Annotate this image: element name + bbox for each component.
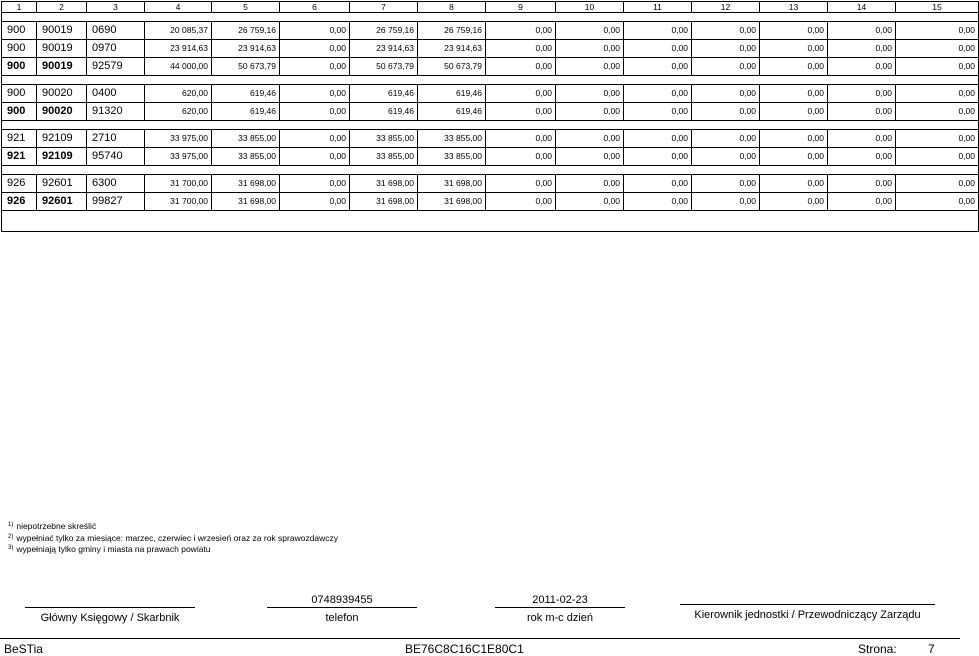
- table-cell: 0,00: [896, 193, 979, 211]
- table-cell: 900: [2, 22, 37, 40]
- table-cell: 0,00: [486, 130, 556, 148]
- table-cell: 92109: [37, 130, 87, 148]
- table-cell: 90019: [37, 40, 87, 58]
- table-cell: 0,00: [760, 103, 828, 121]
- table-cell: 0,00: [760, 193, 828, 211]
- table-cell: 0,00: [280, 148, 350, 166]
- table-cell: 0,00: [624, 85, 692, 103]
- table-cell: 23 914,63: [418, 40, 486, 58]
- table-cell: 0,00: [486, 85, 556, 103]
- column-number: 6: [280, 2, 350, 13]
- table-cell: 90019: [37, 22, 87, 40]
- table-cell: 0,00: [828, 193, 896, 211]
- table-cell: 31 698,00: [350, 175, 418, 193]
- table-cell: 0,00: [280, 40, 350, 58]
- table-cell: 0,00: [692, 130, 760, 148]
- table-cell: 0400: [87, 85, 145, 103]
- table-cell: 0,00: [692, 193, 760, 211]
- table-cell: 0,00: [280, 58, 350, 76]
- table-cell: 0,00: [692, 148, 760, 166]
- table-cell: 92579: [87, 58, 145, 76]
- table-cell: 31 700,00: [145, 193, 212, 211]
- table-cell: 0,00: [486, 58, 556, 76]
- table-cell: 0,00: [280, 103, 350, 121]
- table-cell: 0,00: [556, 58, 624, 76]
- column-number: 10: [556, 2, 624, 13]
- group-spacer: [2, 76, 979, 85]
- table-cell: 6300: [87, 175, 145, 193]
- table-cell: 0,00: [760, 148, 828, 166]
- table-cell: 23 914,63: [350, 40, 418, 58]
- table-row: [2, 58, 979, 76]
- table-cell: 33 855,00: [418, 148, 486, 166]
- table-cell: 0,00: [896, 175, 979, 193]
- table-cell: 0,00: [828, 103, 896, 121]
- signature-chief-accountant-label: Główny Księgowy / Skarbnik: [40, 612, 180, 624]
- table-row: [2, 148, 979, 166]
- table-cell: 50 673,79: [350, 58, 418, 76]
- table-cell: 926: [2, 175, 37, 193]
- column-number: 11: [624, 2, 692, 13]
- table-cell: 0,00: [828, 22, 896, 40]
- table-row: [2, 103, 979, 121]
- table-cell: 619,46: [350, 85, 418, 103]
- table-cell: 0,00: [760, 130, 828, 148]
- date-label: rok m-c dzień: [526, 612, 594, 624]
- column-number: 15: [896, 2, 979, 13]
- table-cell: 0,00: [692, 103, 760, 121]
- table-cell: 91320: [87, 103, 145, 121]
- column-number: 8: [418, 2, 486, 13]
- table-cell: 0,00: [486, 175, 556, 193]
- table-cell: 99827: [87, 193, 145, 211]
- table-cell: 23 914,63: [212, 40, 280, 58]
- table-cell: 619,46: [418, 103, 486, 121]
- table-cell: 2710: [87, 130, 145, 148]
- table-cell: 0,00: [896, 130, 979, 148]
- table-cell: 92601: [37, 193, 87, 211]
- column-number: 12: [692, 2, 760, 13]
- table-cell: 31 698,00: [212, 175, 280, 193]
- table-cell: 0,00: [760, 58, 828, 76]
- column-number-row: [2, 2, 979, 13]
- table-cell: 31 698,00: [350, 193, 418, 211]
- phone-label: telefon: [325, 612, 359, 624]
- table-cell: 0,00: [760, 175, 828, 193]
- table-cell: 0,00: [896, 148, 979, 166]
- signature-date: [495, 593, 625, 625]
- table-cell: 50 673,79: [212, 58, 280, 76]
- table-row: [2, 22, 979, 40]
- footnote-3: $^{3)}$ wypełniają tylko gminy i miasta na prawach powiatu: [8, 544, 211, 554]
- table-cell: 0,00: [828, 85, 896, 103]
- table-cell: 0,00: [624, 175, 692, 193]
- column-number: 5: [212, 2, 280, 13]
- table-cell: 0,00: [692, 175, 760, 193]
- table-cell: 0690: [87, 22, 145, 40]
- table-cell: 0,00: [280, 85, 350, 103]
- table-cell: 23 914,63: [145, 40, 212, 58]
- table-cell: 33 855,00: [418, 130, 486, 148]
- table-cell: 0,00: [556, 103, 624, 121]
- table-cell: 620,00: [145, 103, 212, 121]
- table-cell: 33 855,00: [350, 130, 418, 148]
- table-cell: 0,00: [486, 148, 556, 166]
- table-cell: 90020: [37, 103, 87, 121]
- table-cell: 31 698,00: [212, 193, 280, 211]
- group-spacer: [2, 166, 979, 175]
- table-cell: 0,00: [624, 40, 692, 58]
- table-cell: 33 855,00: [350, 148, 418, 166]
- table-cell: 0,00: [692, 22, 760, 40]
- table-cell: 900: [2, 85, 37, 103]
- table-cell: 0,00: [896, 22, 979, 40]
- table-cell: 619,46: [212, 85, 280, 103]
- footer-app-name: BeSTia: [4, 642, 43, 656]
- table-cell: 0,00: [692, 40, 760, 58]
- table-cell: 0,00: [828, 175, 896, 193]
- table-cell: 900: [2, 58, 37, 76]
- signature-head: [680, 590, 935, 622]
- table-cell: 0,00: [556, 22, 624, 40]
- table-cell: 0,00: [556, 148, 624, 166]
- table-cell: 0,00: [828, 40, 896, 58]
- phone-value: 0748939455: [311, 594, 373, 606]
- table-cell: 26 759,16: [212, 22, 280, 40]
- table-cell: 31 698,00: [418, 175, 486, 193]
- table-row: [2, 130, 979, 148]
- table-cell: 0,00: [556, 85, 624, 103]
- table-cell: 0,00: [760, 85, 828, 103]
- table-cell: 900: [2, 40, 37, 58]
- table-cell: 50 673,79: [418, 58, 486, 76]
- table-cell: 0,00: [624, 130, 692, 148]
- table-cell: 0,00: [760, 40, 828, 58]
- table-cell: 0,00: [624, 22, 692, 40]
- table-cell: 0,00: [828, 58, 896, 76]
- table-cell: 92601: [37, 175, 87, 193]
- table-cell: 33 855,00: [212, 130, 280, 148]
- table-cell: 0,00: [624, 58, 692, 76]
- table-cell: 90020: [37, 85, 87, 103]
- table-cell: 620,00: [145, 85, 212, 103]
- column-number: 7: [350, 2, 418, 13]
- table-cell: 92109: [37, 148, 87, 166]
- signature-head-label: Kierownik jednostki / Przewodniczący Zarządu: [694, 609, 921, 621]
- table-cell: 0,00: [692, 85, 760, 103]
- table-cell: 20 085,37: [145, 22, 212, 40]
- table-cell: 921: [2, 130, 37, 148]
- table-cell: 0,00: [486, 40, 556, 58]
- table-cell: 0,00: [896, 40, 979, 58]
- table-row: [2, 85, 979, 103]
- footer-divider: [0, 638, 960, 639]
- group-spacer: [2, 13, 979, 22]
- table-cell: 44 000,00: [145, 58, 212, 76]
- table-cell: 31 698,00: [418, 193, 486, 211]
- column-number: 3: [87, 2, 145, 13]
- table-end-spacer: [2, 211, 979, 232]
- table-cell: 0,00: [828, 148, 896, 166]
- table-cell: 900: [2, 103, 37, 121]
- footer-page-number: 7: [928, 642, 935, 656]
- table-cell: 0,00: [486, 103, 556, 121]
- table-cell: 0,00: [624, 103, 692, 121]
- column-number: 14: [828, 2, 896, 13]
- table-row: [2, 193, 979, 211]
- footnote-1: $^{1)}$ niepotrzebne skreślić: [8, 521, 97, 531]
- table-cell: 33 855,00: [212, 148, 280, 166]
- column-number: 2: [37, 2, 87, 13]
- footer-page-label: Strona:: [858, 642, 897, 656]
- table-cell: 0,00: [486, 193, 556, 211]
- table-cell: 0,00: [896, 103, 979, 121]
- table-cell: 33 975,00: [145, 130, 212, 148]
- column-number: 9: [486, 2, 556, 13]
- table-cell: 926: [2, 193, 37, 211]
- table-cell: 0,00: [896, 85, 979, 103]
- column-number: 1: [2, 2, 37, 13]
- date-value: 2011-02-23: [532, 594, 588, 606]
- table-cell: 0,00: [556, 193, 624, 211]
- table-cell: 0,00: [556, 175, 624, 193]
- table-cell: 0,00: [280, 130, 350, 148]
- column-number: 4: [145, 2, 212, 13]
- table-cell: 33 975,00: [145, 148, 212, 166]
- table-cell: 0,00: [692, 58, 760, 76]
- footnote-2: $^{2)}$ wypełniać tylko za miesiące: marzec, czerwiec i wrzesień oraz za rok sprawozdawczy: [8, 532, 339, 543]
- table-cell: 0,00: [624, 193, 692, 211]
- table-cell: 619,46: [418, 85, 486, 103]
- table-cell: 31 700,00: [145, 175, 212, 193]
- column-number: 13: [760, 2, 828, 13]
- table-cell: 0,00: [280, 22, 350, 40]
- table-cell: 0,00: [280, 175, 350, 193]
- footnotes: [8, 520, 338, 555]
- table-cell: 26 759,16: [418, 22, 486, 40]
- table-cell: 90019: [37, 58, 87, 76]
- table-cell: 0,00: [280, 193, 350, 211]
- signature-chief-accountant: [25, 593, 195, 625]
- report-table: [1, 1, 979, 232]
- footer-document-code: BE76C8C16C1E80C1: [405, 642, 524, 656]
- table-cell: 0,00: [760, 22, 828, 40]
- table-cell: 619,46: [212, 103, 280, 121]
- table-cell: 0970: [87, 40, 145, 58]
- table-cell: 0,00: [896, 58, 979, 76]
- table-cell: 0,00: [624, 148, 692, 166]
- report-table-area: [1, 1, 975, 257]
- table-cell: 619,46: [350, 103, 418, 121]
- table-cell: 0,00: [556, 130, 624, 148]
- table-cell: 95740: [87, 148, 145, 166]
- table-cell: 921: [2, 148, 37, 166]
- table-row: [2, 175, 979, 193]
- table-row: [2, 40, 979, 58]
- table-cell: 26 759,16: [350, 22, 418, 40]
- table-cell: 0,00: [556, 40, 624, 58]
- table-cell: 0,00: [486, 22, 556, 40]
- signature-phone: [267, 593, 417, 625]
- table-cell: 0,00: [828, 130, 896, 148]
- group-spacer: [2, 121, 979, 130]
